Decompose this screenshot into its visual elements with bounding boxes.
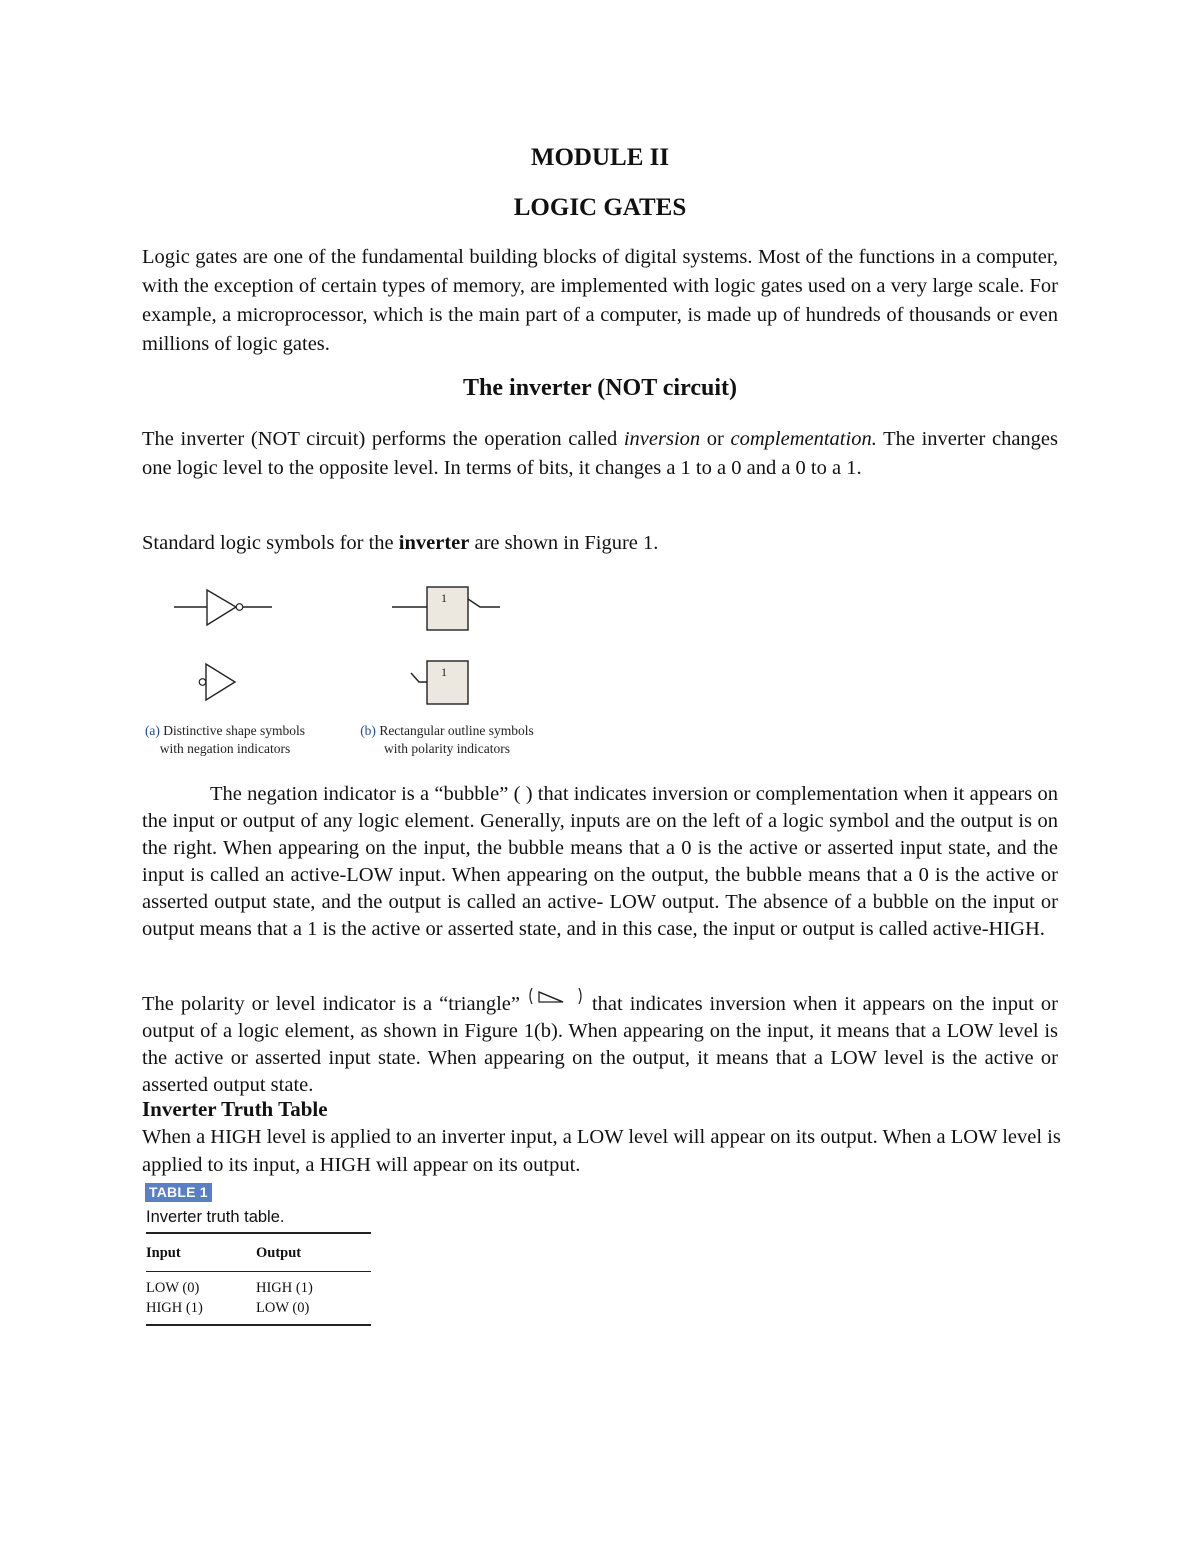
table-header-row [146,1233,371,1272]
truth-table-heading: Inverter Truth Table [142,1097,328,1121]
symbols-intro [142,529,1058,558]
table-header-output: Output [256,1233,371,1272]
module-title: MODULE II [530,144,670,171]
figure-1-inverter-symbols [160,580,560,710]
table-cell: HIGH (1) [146,1298,256,1325]
symbols-intro-text-1: Standard logic symbols for the [142,532,399,554]
inverter-desc-text-3: The inverter changes one logic level to the opposite level. In terms of bits, it changes a 1 to a 0 and a 0 to a 1. [142,428,1058,479]
inverter-truth-table [146,1232,371,1326]
intro-paragraph: Logic gates are one of the fundamental building blocks of digital systems. Most of the functions in a computer, with the exception of certain types of memory, are implemented with logic gates used on a very large scale. For example, a microprocessor, which is the main part of a computer, is made up of hundreds of thousands or even millions of logic gates. [142,246,1058,355]
complementation-term: complementation. [730,428,877,450]
caption-a-line2: with negation indicators [159,741,291,756]
table-cell: LOW (0) [256,1298,371,1325]
table-badge: TABLE 1 [145,1183,212,1202]
caption-b-label: (b) [360,723,376,738]
table-header-input: Input [146,1233,256,1272]
table-caption: Inverter truth table. [146,1208,285,1226]
inverter-heading: The inverter (NOT circuit) [463,375,737,401]
table-row [146,1298,371,1325]
caption-a-label: (a) [144,723,160,738]
inverter-bold-term: inverter [398,532,470,554]
inverter-desc-text-2: or [700,428,731,450]
polarity-paragraph [142,986,1058,1099]
figure-caption-b [347,722,547,758]
polarity-text-2: that indicates inversion when it appears on the input or output of a logic element, as shown in Figure 1(b). When appearing on the input, it means that a LOW level is the active or asserted input state. When appearing on the output, it means that a LOW level is the active or asserted output state. [142,993,1058,1096]
caption-a-line1: Distinctive shape symbols [163,723,306,738]
figure-caption-a [134,722,316,758]
distinctive-inverter-input-bubble-icon [199,664,235,700]
truth-table-paragraph: When a HIGH level is applied to an inverter input, a LOW level will appear on its output. When a LOW level is applied to its input, a HIGH will appear on its output. [142,1126,1061,1176]
polarity-triangle-icon [527,986,585,1008]
rectangular-inverter-input-polarity-icon [411,661,468,704]
box-label-top: 1 [441,591,447,605]
distinctive-inverter-output-bubble-icon [174,590,272,625]
inverter-description [142,425,1058,483]
inverter-desc-text-1: The inverter (NOT circuit) performs the operation called [142,428,624,450]
table-cell: LOW (0) [146,1280,200,1296]
negation-paragraph: The negation indicator is a “bubble” ( ) that indicates inversion or complementation when it appears on the input or output of any logic element. Generally, inputs are on the left of a logic symbol and the output is on the right. When appearing on the input, the bubble means that a 0 is the active or asserted input state, and the input is called an active-LOW input. When appearing on the output, the bubble means that a 0 is the active or asserted output state, and the output is called an active- LOW output. The absence of a bubble on the input or output means that a 1 is the active or asserted state, and in this case, the input or output is called active-HIGH. [142,783,1058,940]
caption-b-line2: with polarity indicators [384,741,510,756]
polarity-text-1: The polarity or level indicator is a “triangle” [142,993,527,1015]
table-cell: HIGH (1) [256,1280,313,1296]
rectangular-inverter-output-polarity-icon [392,587,500,630]
chapter-title: LOGIC GATES [513,194,687,221]
inversion-term: inversion [623,428,701,450]
box-label-bottom: 1 [441,665,447,679]
table-row [146,1272,371,1299]
caption-b-line1: Rectangular outline symbols [379,723,534,738]
symbols-intro-text-2: are shown in Figure 1. [469,532,659,554]
